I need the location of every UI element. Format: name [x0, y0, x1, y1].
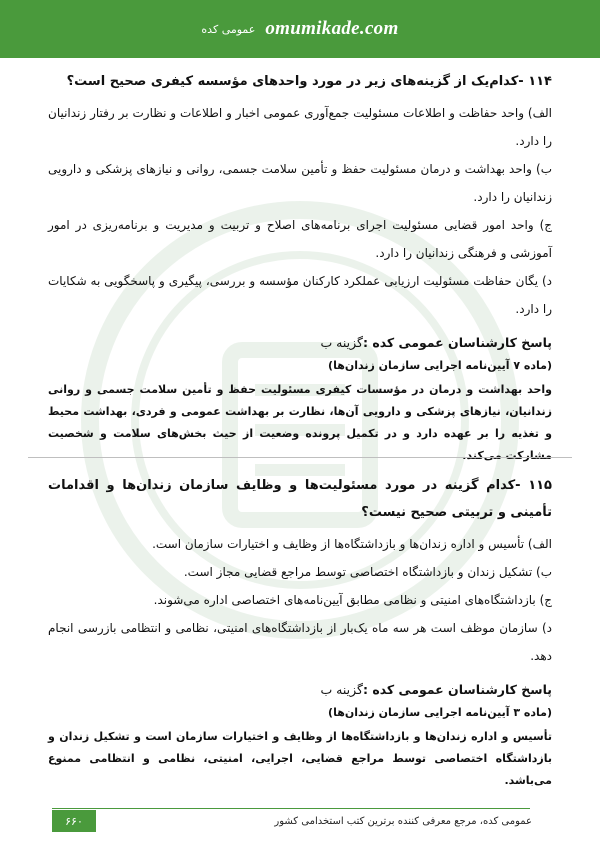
- answer-label: پاسخ کارشناسان عمومی کده :: [362, 682, 552, 697]
- question-115: [48, 472, 552, 792]
- answer-heading: [48, 331, 552, 355]
- answer-value: گزینه ب: [320, 335, 363, 350]
- option-b: ب) واحد بهداشت و درمان مسئولیت حفظ و تأمین سلامت جسمی، روانی و نیازهای پزشکی و دارویی زندانیان را دارد.: [48, 162, 552, 204]
- section-divider: [28, 457, 572, 458]
- option-d: د) یگان حفاظت مسئولیت ارزیابی عملکرد کارکنان مؤسسه و بررسی، پیگیری و پاسخگویی به شکایات را دارد.: [48, 274, 552, 316]
- footer-divider: [52, 808, 530, 809]
- answer-heading: [48, 678, 552, 702]
- site-url[interactable]: omumikade.com: [265, 18, 399, 39]
- page-header: [0, 0, 600, 58]
- option-b: ب) تشکیل زندان و بازداشتگاه اختصاصی توسط مراجع قضایی مجاز است.: [183, 565, 552, 579]
- option-d: د) سازمان موظف است هر سه ماه یک‌بار از بازداشتگاه‌های امنیتی، نظامی و انتظامی بازرسی انجام دهد.: [48, 621, 552, 663]
- answer-label: پاسخ کارشناسان عمومی کده :: [362, 335, 552, 350]
- answer-reference: (ماده ۷ آیین‌نامه اجرایی سازمان زندان‌ها): [328, 359, 552, 372]
- answer-reference: (ماده ۳ آیین‌نامه اجرایی سازمان زندان‌ها): [328, 706, 552, 719]
- option-a: الف) تأسیس و اداره زندان‌ها و بازداشتگاه‌ها از وظایف و اختیارات سازمان است.: [152, 537, 552, 551]
- option-a: الف) واحد حفاظت و اطلاعات مسئولیت جمع‌آوری عمومی اخبار و اطلاعات و نظارت بر رفتار زندانیان را دارد.: [48, 106, 552, 148]
- option-c: ج) واحد امور قضایی مسئولیت اجرای برنامه‌های اصلاح و تربیت و مدیریت و برنامه‌ریزی در امور آموزشی و فرهنگی زندانیان را دارد.: [48, 218, 552, 260]
- answer-explanation: واحد بهداشت و درمان در مؤسسات کیفری مسئولیت حفظ و تأمین سلامت جسمی و روانی زندانیان، نیازهای پزشکی و دارویی آن‌ها، نظارت بر بهداشت عمومی و فردی، بهداشت محیط و تغذیه را بر عهده دارد و در تکمیل پرونده وضعیت از حیث بخش‌های سلامت و شخصیت مشارکت می‌کند.: [48, 383, 552, 462]
- question-title: ۱۱۵ -کدام گزینه در مورد مسئولیت‌ها و وظایف سازمان زندان‌ها و اقدامات تأمینی و تربیتی صحیح نیست؟: [48, 478, 552, 520]
- site-name-fa: عمومی کده: [201, 22, 256, 36]
- question-title: ۱۱۴ -کدام‌یک از گزینه‌های زیر در مورد واحدهای مؤسسه کیفری صحیح است؟: [66, 74, 552, 89]
- answer-value: گزینه ب: [320, 682, 363, 697]
- option-c: ج) بازداشتگاه‌های امنیتی و نظامی مطابق آیین‌نامه‌های اختصاصی اداره می‌شوند.: [153, 593, 552, 607]
- answer-explanation: تأسیس و اداره زندان‌ها و بازداشتگاه‌ها از وظایف و اختیارات سازمان است و تشکیل زندان و بازداشتگاه اختصاصی توسط مراجع قضایی، اجرایی، امنیتی، نظامی و انتظامی ممنوع می‌باشد.: [48, 730, 552, 787]
- page-number: ۶۶۰: [52, 810, 96, 832]
- question-114: [48, 68, 552, 467]
- footer-text: عمومی کده، مرجع معرفی کننده برترین کتب استخدامی کشور: [274, 816, 532, 827]
